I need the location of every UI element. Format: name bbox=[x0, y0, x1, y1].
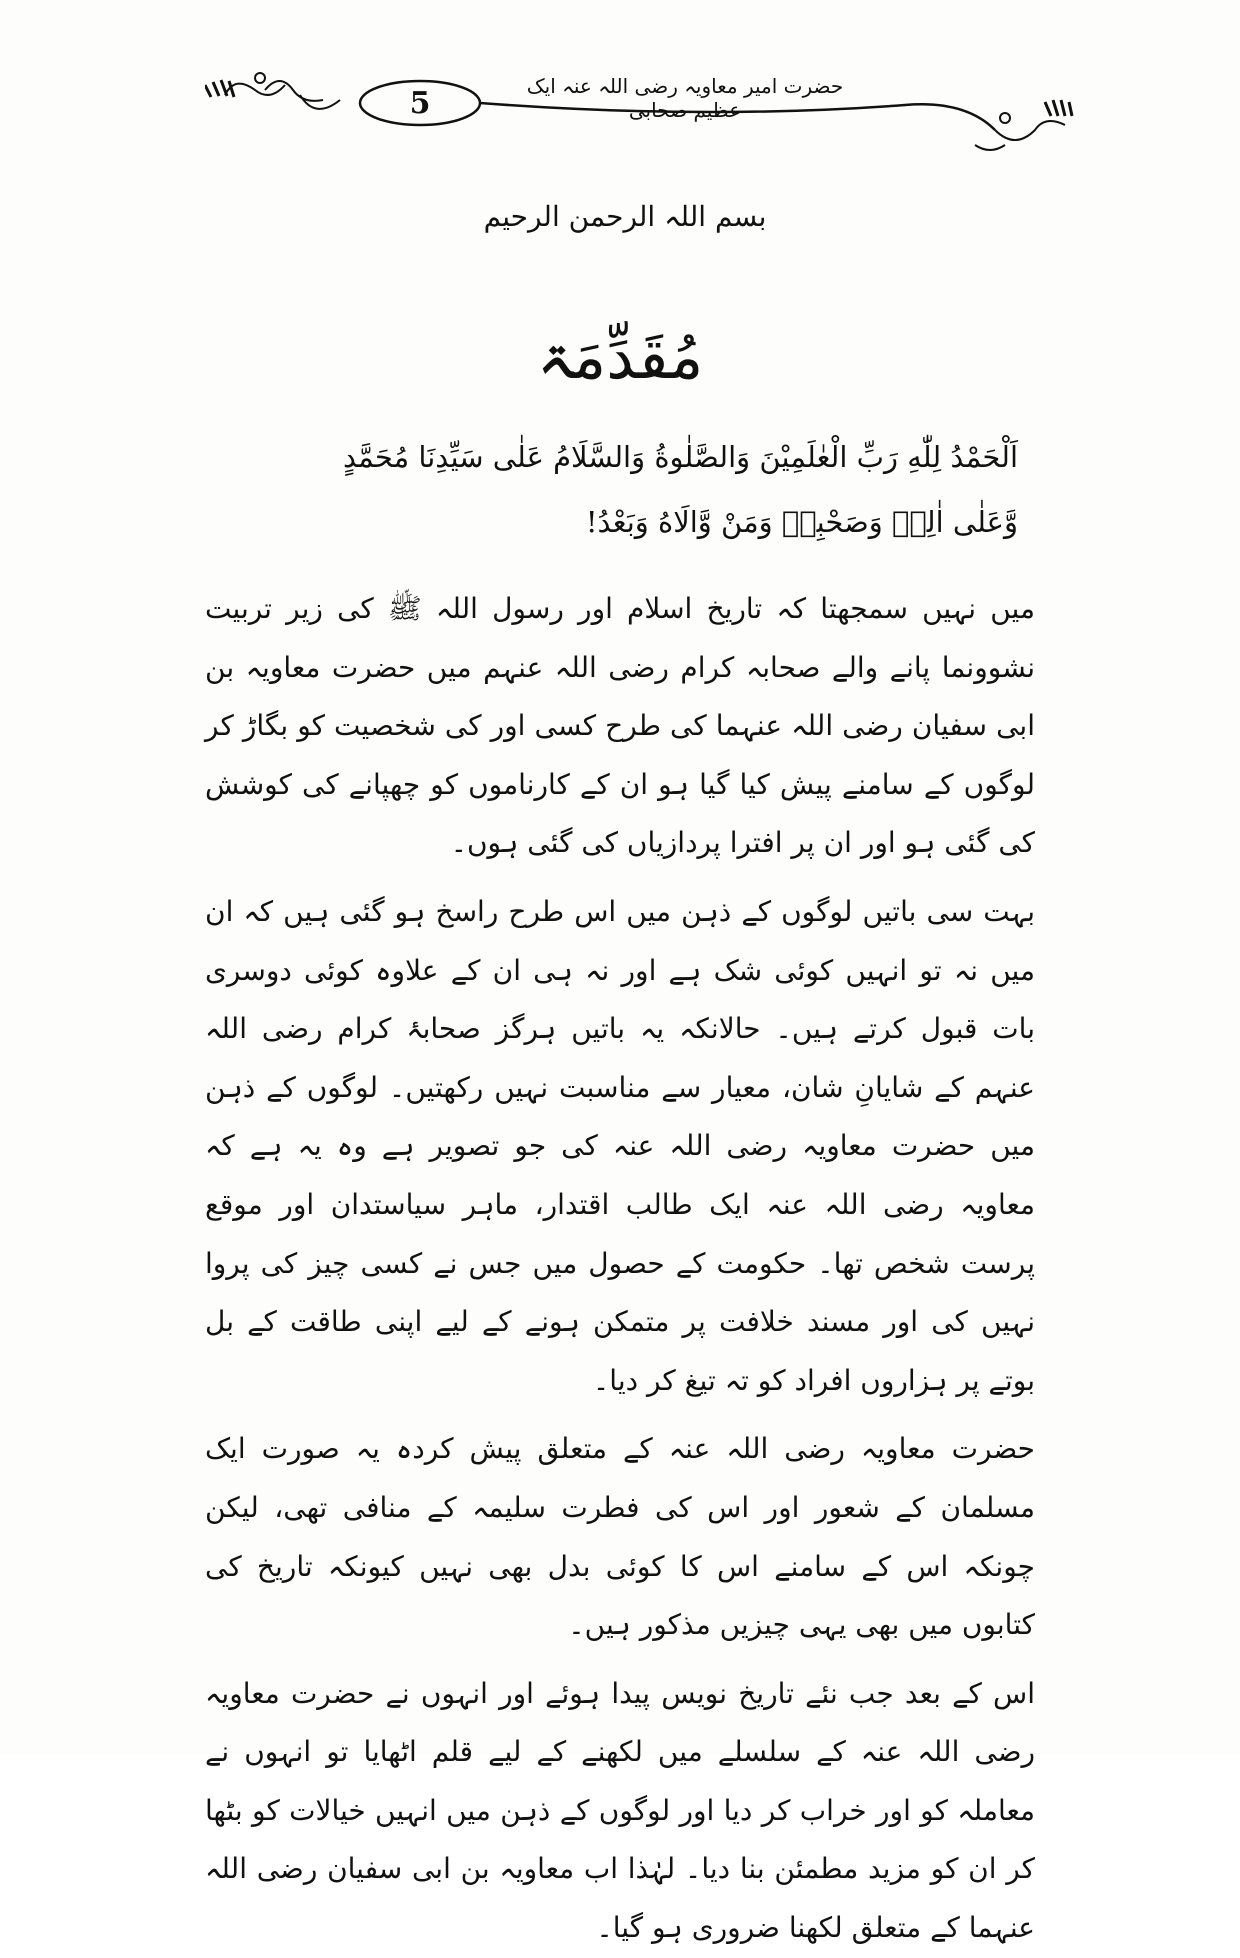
page-number: 5 bbox=[409, 85, 431, 121]
doxology-line-1: اَلْحَمْدُ لِلّٰهِ رَبِّ الْعٰلَمِيْنَ وَالصَّلٰوةُ وَالسَّلَامُ عَلٰى سَيِّدِنَا مُحَمَّدٍ bbox=[342, 440, 1018, 474]
page-header bbox=[205, 60, 1075, 155]
doxology-line-2: وَّعَلٰى اٰلِهٖ وَصَحْبِهٖ وَمَنْ وَّالَاهُ وَبَعْدُ! bbox=[585, 505, 1018, 539]
paragraph-2: بہت سی باتیں لوگوں کے ذہن میں اس طرح راسخ ہو گئی ہیں کہ ان میں نہ تو انہیں کوئی شک ہے اور نہ ہی ان کے علاوہ کوئی دوسری بات قبول کرتے ہیں۔ حالانکہ یہ باتیں ہرگز صحابۂ کرام رضی اللہ عنہم کے شایانِ شان، معیار سے مناسبت نہیں رکھتیں۔ لوگوں کے ذہن میں حضرت معاویہ رضی اللہ عنہ کی جو تصویر ہے وہ یہ ہے کہ معاویہ رضی اللہ عنہ ایک طالب اقتدار، ماہر سیاستدان اور موقع پرست شخص تھا۔ حکومت کے حصول میں جس نے کسی چیز کی پروا نہیں کی اور مسند خلافت پر متمکن ہونے کے لیے اپنی طاقت کے بل بوتے پر ہزاروں افراد کو تہ تیغ کر دیا۔ bbox=[205, 894, 1035, 1397]
running-title: حضرت امیر معاویہ رضی اللہ عنہ ایک عظیم صحابی bbox=[526, 74, 844, 122]
bismillah: بسم اللہ الرحمن الرحیم bbox=[483, 200, 767, 233]
paragraph-4: اس کے بعد جب نئے تاریخ نویس پیدا ہوئے اور انہوں نے حضرت معاویہ رضی اللہ عنہ کے سلسلے میں لکھنے کے لیے قلم اٹھایا تو انہوں نے معاملہ کو اور خراب کر دیا اور لوگوں کے ذہن میں انہیں خیالات کو بٹھا کر ان کو مزید مطمئن بنا دیا۔ لہٰذا اب معاویہ بن ابی سفیان رضی اللہ عنہما کے متعلق لکھنا ضروری ہو گیا۔ bbox=[205, 1676, 1035, 1945]
paragraph-3: حضرت معاویہ رضی اللہ عنہ کے متعلق پیش کردہ یہ صورت ایک مسلمان کے شعور اور اس کی فطرت سلیمہ کے منافی تھی، لیکن چونکہ اس کے سامنے اس کا کوئی بدل بھی نہیں کیونکہ تاریخ کی کتابوں میں بھی یہی چیزیں مذکور ہیں۔ bbox=[205, 1432, 1035, 1642]
chapter-title: مُقَدِّمَۃ bbox=[536, 320, 704, 393]
paragraph-1: میں نہیں سمجھتا کہ تاریخ اسلام اور رسول اللہ ﷺ کی زیر تربیت نشوونما پانے والے صحابہ کرام رضی اللہ عنہم میں حضرت معاویہ بن ابی سفیان رضی اللہ عنہما کی طرح کسی اور کی شخصیت کو بگاڑ کر لوگوں کے سامنے پیش کیا گیا ہو ان کے کارناموں کو چھپانے کی کوشش کی گئی ہو اور ان پر افترا پردازیاں کی گئی ہوں۔ bbox=[205, 592, 1035, 860]
body-text bbox=[205, 580, 1035, 1958]
